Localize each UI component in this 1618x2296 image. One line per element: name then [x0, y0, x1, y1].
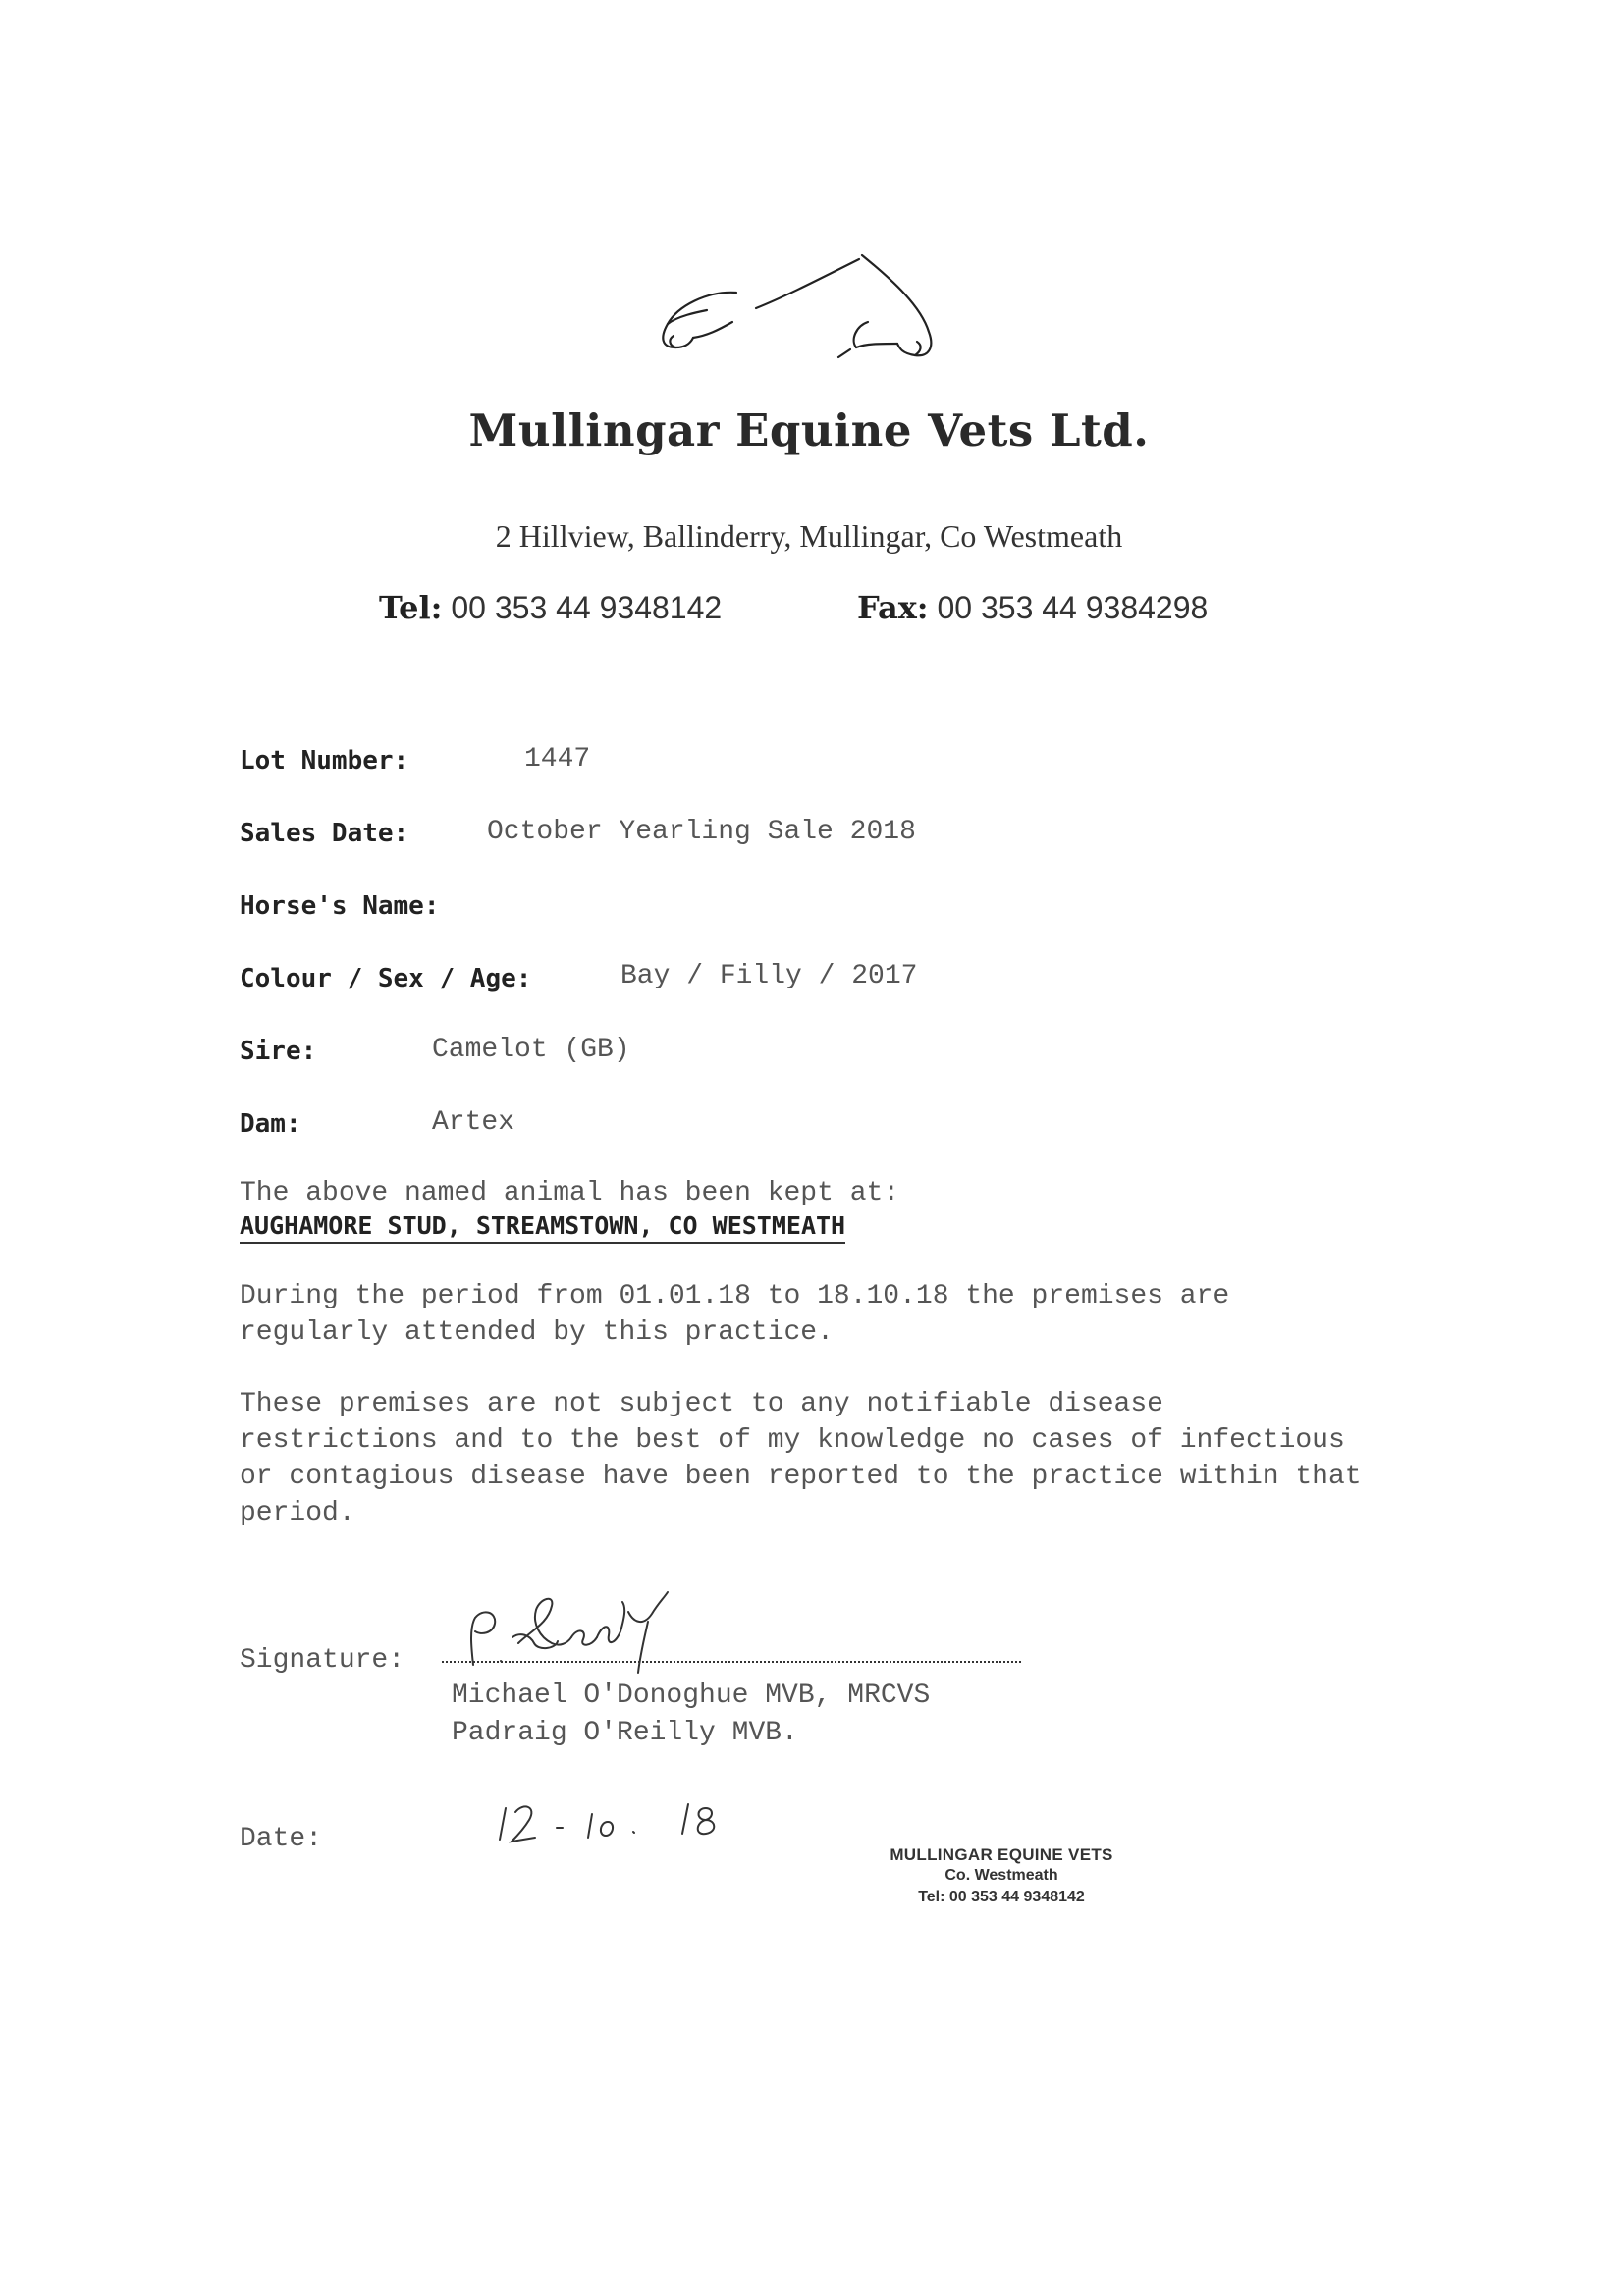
colour-sex-age-label: Colour / Sex / Age:	[240, 964, 532, 993]
lot-number-value: 1447	[524, 744, 591, 774]
dam-label: Dam:	[240, 1109, 301, 1139]
premises-name: AUGHAMORE STUD, STREAMSTOWN, CO WESTMEATH	[240, 1211, 845, 1244]
kept-at-text: The above named animal has been kept at:	[240, 1178, 900, 1208]
horse-name-label: Horse's Name:	[240, 891, 440, 921]
horse-heads-logo-icon	[648, 245, 943, 378]
colour-sex-age-value: Bay / Filly / 2017	[620, 961, 918, 991]
company-name: Mullingar Equine Vets Ltd.	[468, 404, 1150, 456]
period-paragraph: During the period from 01.01.18 to 18.10.18 the premises are regularly attended by this practice.	[240, 1281, 1230, 1348]
fax-number: 00 353 44 9384298	[937, 590, 1209, 625]
fax-label: Fax:	[857, 589, 929, 626]
date-label: Date:	[240, 1824, 323, 1854]
dam-value: Artex	[432, 1107, 515, 1138]
company-address: 2 Hillview, Ballinderry, Mullingar, Co Westmeath	[495, 518, 1123, 554]
handwritten-signature	[461, 1588, 697, 1682]
sales-date-label: Sales Date:	[240, 819, 409, 848]
handwritten-date	[496, 1798, 741, 1852]
telephone-line	[379, 589, 722, 626]
vet-name-1: Michael O'Donoghue MVB, MRCVS	[452, 1681, 931, 1711]
sire-label: Sire:	[240, 1037, 317, 1066]
vet-name-2: Padraig O'Reilly MVB.	[452, 1718, 798, 1748]
sales-date-value: October Yearling Sale 2018	[487, 817, 916, 847]
tel-number: 00 353 44 9348142	[451, 590, 723, 625]
sire-value: Camelot (GB)	[432, 1035, 630, 1065]
tel-label: Tel:	[379, 589, 443, 626]
stamp-company: MULLINGAR EQUINE VETS	[890, 1845, 1113, 1864]
signature-label: Signature:	[240, 1645, 405, 1676]
lot-number-label: Lot Number:	[240, 746, 409, 775]
declaration-paragraph: These premises are not subject to any notifiable disease restrictions and to the best of my knowledge no cases of infectious or contagious disease have been reported to the practice within that period.	[240, 1389, 1362, 1528]
fax-line	[857, 589, 1208, 626]
stamp-telephone: Tel: 00 353 44 9348142	[918, 1889, 1085, 1905]
stamp-county: Co. Westmeath	[944, 1867, 1058, 1884]
